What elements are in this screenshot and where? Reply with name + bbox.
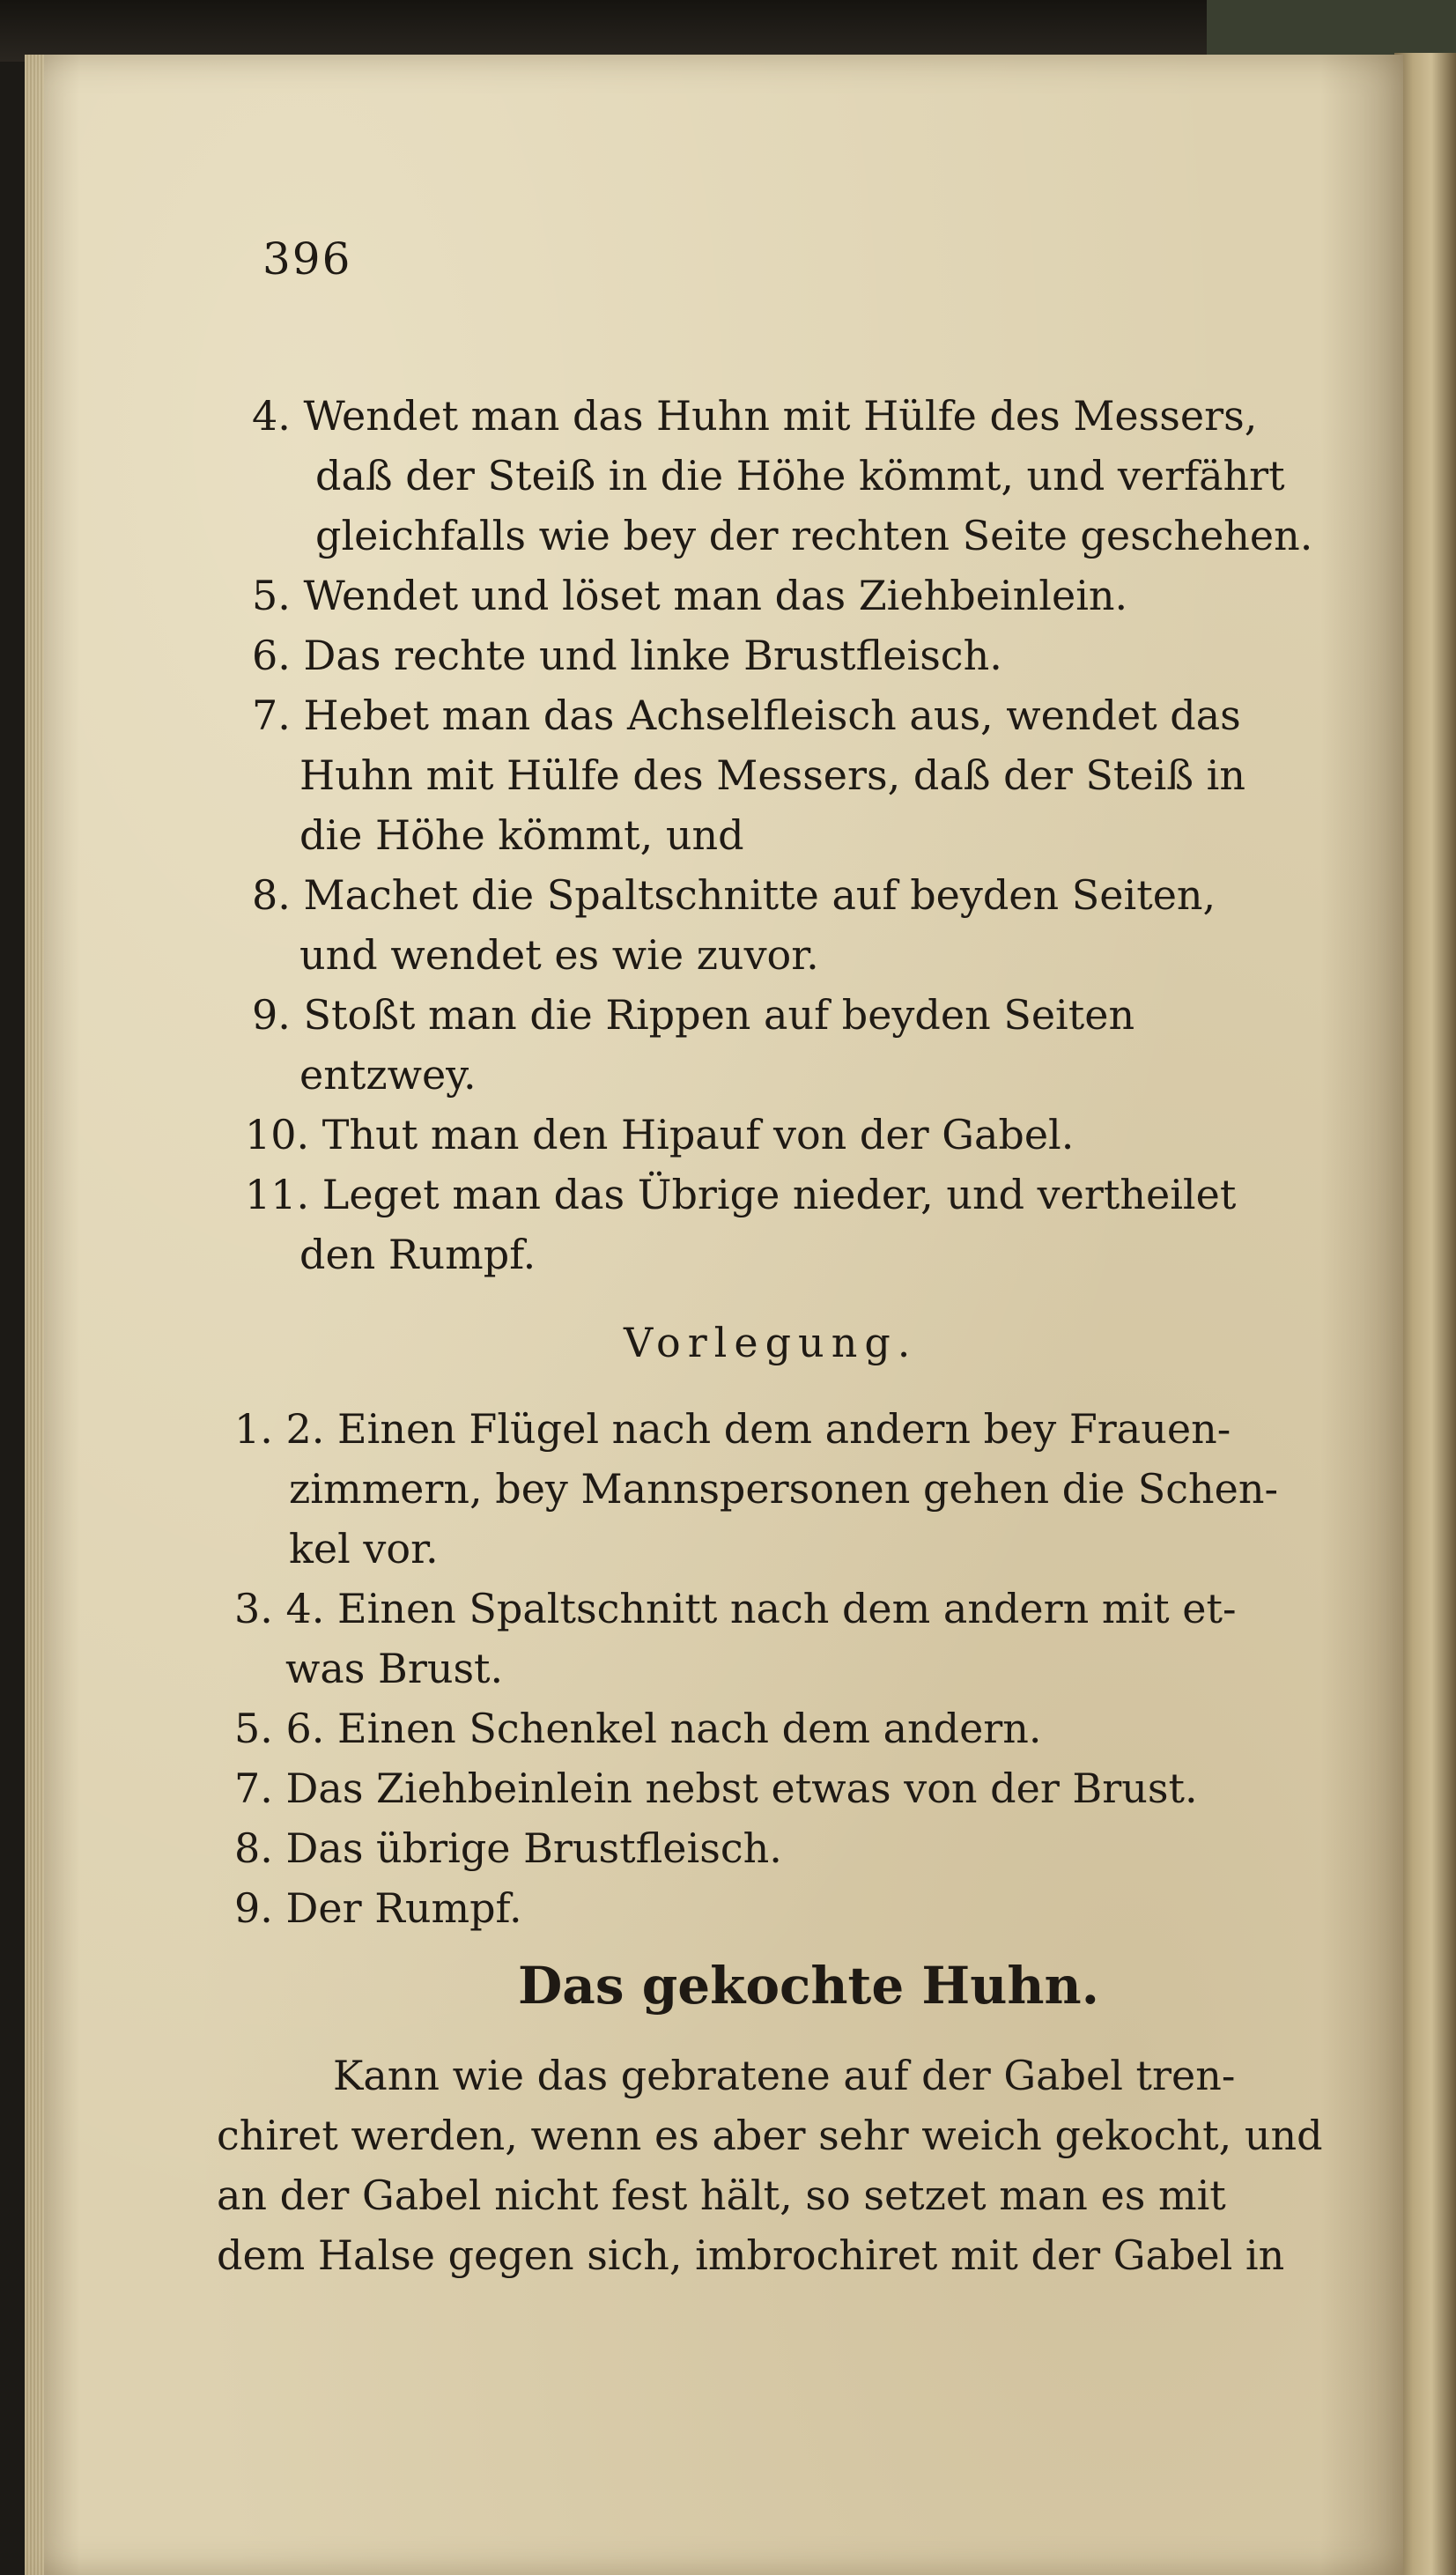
vorlegung-item-3-4: [234, 1580, 1237, 1637]
item-continuation: kel vor.: [289, 1525, 439, 1572]
item-text: Hebet man das Achselfleisch aus, wendet das: [303, 692, 1241, 739]
vorlegung-item-9: [234, 1880, 522, 1936]
vorlegung-item-8: [234, 1820, 782, 1876]
list-item-11: [245, 1166, 1236, 1223]
paragraph-line: dem Halse gegen sich, imbrochiret mit der Gabel in: [217, 2231, 1285, 2279]
item-continuation: entzwey.: [299, 1051, 477, 1099]
section-title: Das gekochte Huhn.: [518, 1956, 1099, 2016]
item-continuation: gleichfalls wie bey der rechten Seite geschehen.: [315, 512, 1313, 559]
paragraph-line: chiret werden, wenn es aber sehr weich gekocht, und: [217, 2112, 1323, 2159]
item-text: Wendet man das Huhn mit Hülfe des Messers,: [303, 392, 1258, 440]
item-continuation: Huhn mit Hülfe des Messers, daß der Steiß in: [299, 751, 1245, 799]
item-number: 8.: [234, 1824, 273, 1872]
facing-page-edge: [1394, 53, 1456, 2575]
item-number: 10.: [245, 1111, 310, 1158]
item-number: 1. 2.: [234, 1405, 325, 1453]
vorlegung-item-1-2: [234, 1401, 1231, 1457]
list-item-4: [252, 388, 1257, 444]
paragraph-line: Kann wie das gebratene auf der Gabel tren-: [333, 2052, 1236, 2099]
item-text: Einen Flügel nach dem andern bey Frauen-: [337, 1405, 1231, 1453]
item-continuation: den Rumpf.: [299, 1231, 536, 1278]
item-text: Einen Schenkel nach dem andern.: [337, 1705, 1042, 1752]
list-item-5: [252, 567, 1127, 624]
item-text: Das Ziehbeinlein nebst etwas von der Brust.: [285, 1765, 1198, 1812]
item-text: Das rechte und linke Brustfleisch.: [303, 632, 1002, 679]
item-continuation: und wendet es wie zuvor.: [299, 931, 819, 979]
list-item-8: [252, 867, 1216, 923]
page-number: 396: [262, 233, 352, 285]
item-number: 9.: [234, 1884, 273, 1932]
item-text: Der Rumpf.: [285, 1884, 522, 1932]
item-number: 8.: [252, 871, 291, 919]
book-page: [25, 55, 1403, 2575]
item-continuation: zimmern, bey Mannspersonen gehen die Schen-: [289, 1465, 1279, 1513]
item-number: 7.: [252, 692, 291, 739]
item-number: 4.: [252, 392, 291, 440]
item-text: Das übrige Brustfleisch.: [285, 1824, 782, 1872]
list-item-6: [252, 627, 1002, 684]
page-stack-edge: [25, 55, 44, 2575]
item-number: 9.: [252, 991, 291, 1039]
item-text: Thut man den Hipauf von der Gabel.: [322, 1111, 1075, 1158]
item-number: 11.: [245, 1171, 310, 1218]
item-text: Einen Spaltschnitt nach dem andern mit et-: [337, 1585, 1237, 1632]
item-continuation: was Brust.: [285, 1645, 504, 1692]
item-text: Stoßt man die Rippen auf beyden Seiten: [303, 991, 1135, 1039]
item-number: 6.: [252, 632, 291, 679]
item-continuation: die Höhe kömmt, und: [299, 811, 744, 859]
vorlegung-item-7: [234, 1760, 1198, 1817]
page-text: [25, 55, 1403, 2575]
paragraph-line: an der Gabel nicht fest hält, so setzet man es mit: [217, 2172, 1226, 2219]
item-text: Leget man das Übrige nieder, und vertheilet: [322, 1171, 1237, 1218]
section-heading: Vorlegung.: [624, 1319, 918, 1366]
item-number: 7.: [234, 1765, 273, 1812]
list-item-9: [252, 987, 1134, 1043]
item-continuation: daß der Steiß in die Höhe kömmt, und verfährt: [315, 452, 1285, 499]
item-text: Wendet und löset man das Ziehbeinlein.: [303, 572, 1128, 619]
list-item-10: [245, 1106, 1074, 1163]
item-number: 5.: [252, 572, 291, 619]
vorlegung-item-5-6: [234, 1700, 1042, 1757]
item-number: 3. 4.: [234, 1585, 325, 1632]
item-text: Machet die Spaltschnitte auf beyden Seiten,: [303, 871, 1216, 919]
list-item-7: [252, 687, 1241, 744]
item-number: 5. 6.: [234, 1705, 325, 1752]
